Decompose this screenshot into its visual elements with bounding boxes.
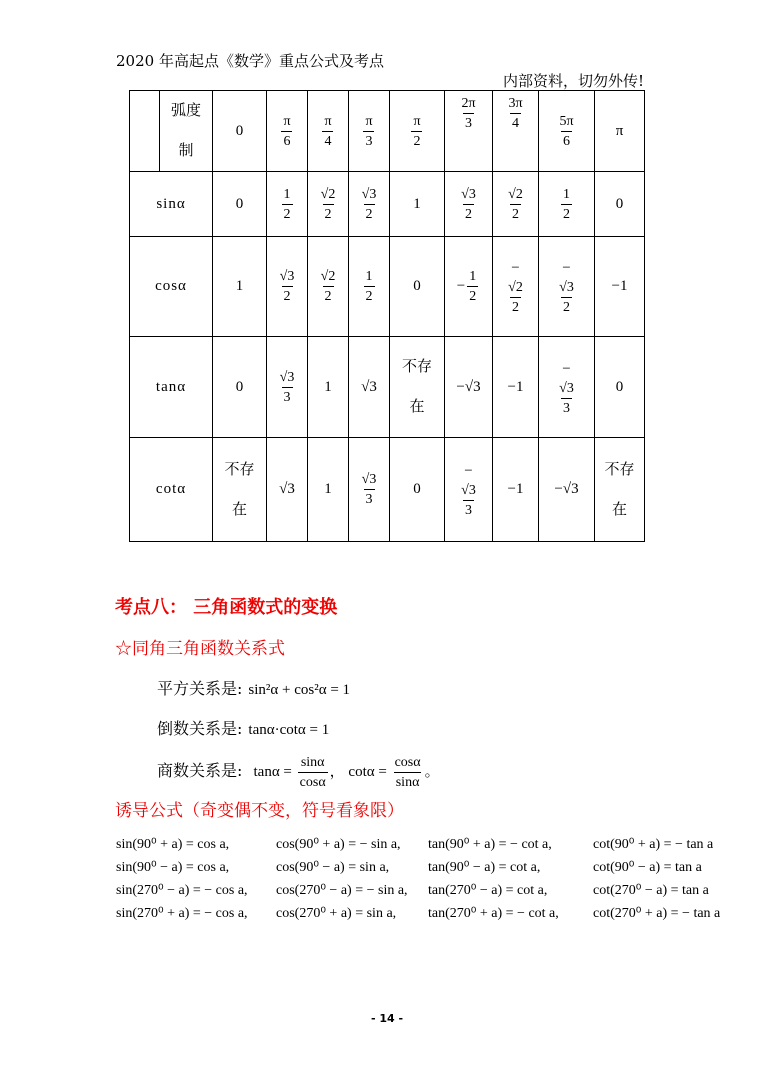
table-cell: 0: [595, 172, 645, 237]
table-cell: − $\frac{√3}{3}$: [539, 337, 595, 438]
confidential-note: 内部资料，切勿外传!: [502, 72, 644, 90]
table-cell: $\frac{√2}{2}$: [493, 172, 539, 237]
section-title: 考点八： 三角函数式的变换: [115, 597, 338, 618]
table-cell: 0: [213, 172, 267, 237]
fraction: $\frac{\cos\alpha}{\sin\alpha}$: [394, 755, 421, 790]
table-row-cos: [130, 237, 645, 337]
table-row-radian: [130, 91, 645, 172]
formula: cot(270⁰ + a) = − tan a: [593, 906, 721, 921]
table-cell: −1: [595, 237, 645, 337]
table-cell: $\frac{1}{2}$: [539, 172, 595, 237]
table-cell: $\frac{√3}{3}$: [349, 438, 390, 542]
table-cell: 1: [390, 172, 445, 237]
table-row-tan: [130, 337, 645, 438]
table-cell: −1: [493, 337, 539, 438]
formula: cos(90⁰ − a) = sin a,: [276, 860, 390, 875]
trig-value-table: [129, 90, 645, 542]
table-cell: $\frac{1}{2}$: [349, 237, 390, 337]
table-cell: $\frac{√2}{2}$: [308, 172, 349, 237]
formula: sin(90⁰ + a) = cos a,: [116, 837, 230, 852]
row-label-cos: cosα: [130, 237, 213, 337]
table-cell: 0: [390, 438, 445, 542]
subheading-induction-formulas: 诱导公式（奇变偶不变，符号看象限）: [115, 801, 404, 821]
relation-reciprocal: [157, 716, 329, 739]
table-cell: −√3: [445, 337, 493, 438]
formula-row: [116, 882, 756, 904]
relation-label: 商数关系是:: [157, 760, 243, 780]
formula: sin(90⁰ − a) = cos a,: [116, 860, 230, 875]
table-cell: 不存 在: [595, 438, 645, 542]
formula-row: [116, 836, 756, 858]
table-cell: $\frac{\pi}{2}$: [390, 91, 445, 172]
fraction: $\frac{\sin\alpha}{\cos\alpha}$: [299, 755, 326, 790]
formula: sin(270⁰ + a) = − cos a,: [116, 906, 248, 921]
row-label-sin: sinα: [130, 172, 213, 237]
page-number: - 14 -: [370, 1012, 404, 1025]
table-cell: 1: [308, 337, 349, 438]
table-cell: $\frac{5\pi}{6}$: [539, 91, 595, 172]
formula: cos(270⁰ + a) = sin a,: [276, 906, 397, 921]
table-cell: $\frac{√3}{2}$: [267, 237, 308, 337]
table-cell: $\frac{\pi}{4}$: [308, 91, 349, 172]
table-cell: 1: [308, 438, 349, 542]
table-cell: − $\frac{√3}{2}$: [539, 237, 595, 337]
table-cell: 0: [390, 237, 445, 337]
formula: tan(270⁰ + a) = − cot a,: [428, 906, 559, 921]
formula: tan(90⁰ + a) = − cot a,: [428, 837, 552, 852]
table-cell: 0: [213, 337, 267, 438]
table-cell: $\frac{\pi}{6}$: [267, 91, 308, 172]
table-cell: 0: [595, 337, 645, 438]
relation-square: [157, 676, 350, 699]
formula-row: [116, 859, 756, 881]
table-cell: π: [595, 91, 645, 172]
table-cell: − $\frac{1}{2}$: [445, 237, 493, 337]
table-cell: 不存 在: [213, 438, 267, 542]
relation-expression: tanα·cotα = 1: [248, 722, 330, 738]
table-cell: $\frac{1}{2}$: [267, 172, 308, 237]
relation-label: 平方关系是:: [157, 679, 243, 698]
table-row-cot: [130, 438, 645, 542]
table-row-sin: [130, 172, 645, 237]
formula: cos(90⁰ + a) = − sin a,: [276, 837, 401, 852]
table-cell: $\frac{3\pi}{4}$: [493, 91, 539, 172]
table-cell: 1: [213, 237, 267, 337]
formula: cot(90⁰ + a) = − tan a: [593, 837, 714, 852]
table-cell: 0: [213, 91, 267, 172]
table-cell: √3: [349, 337, 390, 438]
table-cell: − $\frac{√2}{2}$: [493, 237, 539, 337]
document-header-title: 2020 年高起点《数学》重点公式及考点: [116, 52, 384, 70]
table-cell: −1: [493, 438, 539, 542]
table-cell: $\frac{√3}{3}$: [267, 337, 308, 438]
formula: cot(90⁰ − a) = tan a: [593, 860, 702, 875]
table-cell: $\frac{2\pi}{3}$: [445, 91, 493, 172]
table-cell: 不存 在: [390, 337, 445, 438]
formula: sin(270⁰ − a) = − cos a,: [116, 883, 248, 898]
formula: tan(270⁰ − a) = cot a,: [428, 883, 548, 898]
relation-expression: sin²α + cos²α = 1: [248, 682, 351, 698]
table-cell: −√3: [539, 438, 595, 542]
formula: cos(270⁰ − a) = − sin a,: [276, 883, 408, 898]
subheading-same-angle-relations: ☆同角三角函数关系式: [115, 639, 285, 659]
relation-label: 倒数关系是:: [157, 719, 243, 738]
relation-quotient: 商数关系是: tanα = $\frac{\sin\alpha}{\cos\alpha}$ ， cotα = $\frac{\cos\alpha}{\sin\alpha}$ 。: [157, 755, 440, 790]
table-cell: $\frac{√2}{2}$: [308, 237, 349, 337]
formula: cot(270⁰ − a) = tan a: [593, 883, 709, 898]
table-cell: $\frac{√3}{2}$: [349, 172, 390, 237]
row-label-cot: cotα: [130, 438, 213, 542]
table-cell: $\frac{\pi}{3}$: [349, 91, 390, 172]
table-cell: √3: [267, 438, 308, 542]
formula-row: [116, 905, 756, 927]
table-cell: − $\frac{√3}{3}$: [445, 438, 493, 542]
table-cell: $\frac{√3}{2}$: [445, 172, 493, 237]
row-label-tan: tanα: [130, 337, 213, 438]
formula: tan(90⁰ − a) = cot a,: [428, 860, 541, 875]
radian-label-cell: 弧度 制: [160, 91, 213, 172]
table-corner-cell: [130, 91, 160, 172]
